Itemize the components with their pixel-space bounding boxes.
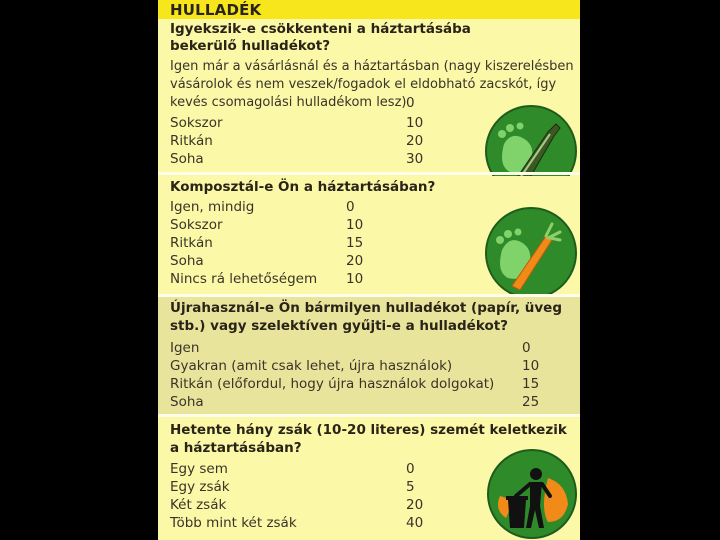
- option-label: Egy sem: [170, 461, 228, 477]
- option-score: 15: [346, 235, 364, 251]
- option-score: 10: [522, 358, 540, 374]
- section-waste-reduction: [158, 19, 580, 172]
- question-line: Újrahasznál-e Ön bármilyen hulladékot (papír, üveg: [170, 300, 563, 316]
- option-label: Igen már a vásárlásnál és a háztartásban (nagy kiszerelésben: [170, 59, 574, 74]
- footprint-carrot-icon: [484, 206, 578, 300]
- option-label: Két zsák: [170, 497, 227, 513]
- option-score: 0: [406, 461, 415, 477]
- section-composting: [158, 176, 580, 294]
- option-score: 15: [522, 376, 540, 392]
- trash-bin-person-icon: [486, 448, 578, 540]
- option-score: 10: [406, 115, 424, 131]
- divider: [158, 172, 580, 175]
- option-score: 20: [406, 497, 424, 513]
- section-recycling: [158, 297, 580, 414]
- option-label: Egy zsák: [170, 479, 230, 495]
- option-label: kevés csomagolási hulladékom lesz): [170, 95, 407, 110]
- option-label: Több mint két zsák: [170, 515, 297, 531]
- option-label: Igen, mindig: [170, 199, 255, 215]
- question-line: Komposztál-e Ön a háztartásában?: [170, 179, 436, 195]
- option-score: 10: [346, 217, 364, 233]
- survey-sheet: [158, 0, 580, 540]
- option-label: Ritkán: [170, 235, 213, 251]
- option-score: 0: [406, 95, 415, 111]
- option-score: 5: [406, 479, 415, 495]
- section-weekly-bags: [158, 418, 580, 540]
- header-bar: [158, 0, 580, 19]
- option-label: Soha: [170, 394, 204, 410]
- option-label: Sokszor: [170, 115, 223, 131]
- option-score: 20: [406, 133, 424, 149]
- option-label: vásárolok és nem veszek/fogadok el eldobható zacskót, így: [170, 77, 557, 92]
- question-line: bekerülő hulladékot?: [170, 38, 331, 54]
- question-line: Hetente hány zsák (10-20 literes) szemét keletkezik: [170, 422, 567, 438]
- question-line: a háztartásában?: [170, 440, 302, 456]
- option-score: 40: [406, 515, 424, 531]
- option-score: 0: [522, 340, 531, 356]
- option-score: 20: [346, 253, 364, 269]
- question-line: Igyekszik-e csökkenteni a háztartásába: [170, 21, 471, 37]
- option-label: Gyakran (amit csak lehet, újra használok): [170, 358, 453, 374]
- option-label: Igen: [170, 340, 200, 356]
- page-title: HULLADÉK: [170, 1, 262, 19]
- option-label: Nincs rá lehetőségem: [170, 271, 318, 287]
- option-score: 0: [346, 199, 355, 215]
- option-label: Ritkán (előfordul, hogy újra használok dolgokat): [170, 376, 495, 392]
- option-score: 30: [406, 151, 424, 167]
- option-label: Soha: [170, 253, 204, 269]
- option-label: Sokszor: [170, 217, 223, 233]
- option-label: Soha: [170, 151, 204, 167]
- option-label: Ritkán: [170, 133, 213, 149]
- option-score: 25: [522, 394, 540, 410]
- question-line: stb.) vagy szelektíven gyűjti-e a hulladékot?: [170, 318, 509, 334]
- divider: [158, 414, 580, 417]
- option-score: 10: [346, 271, 364, 287]
